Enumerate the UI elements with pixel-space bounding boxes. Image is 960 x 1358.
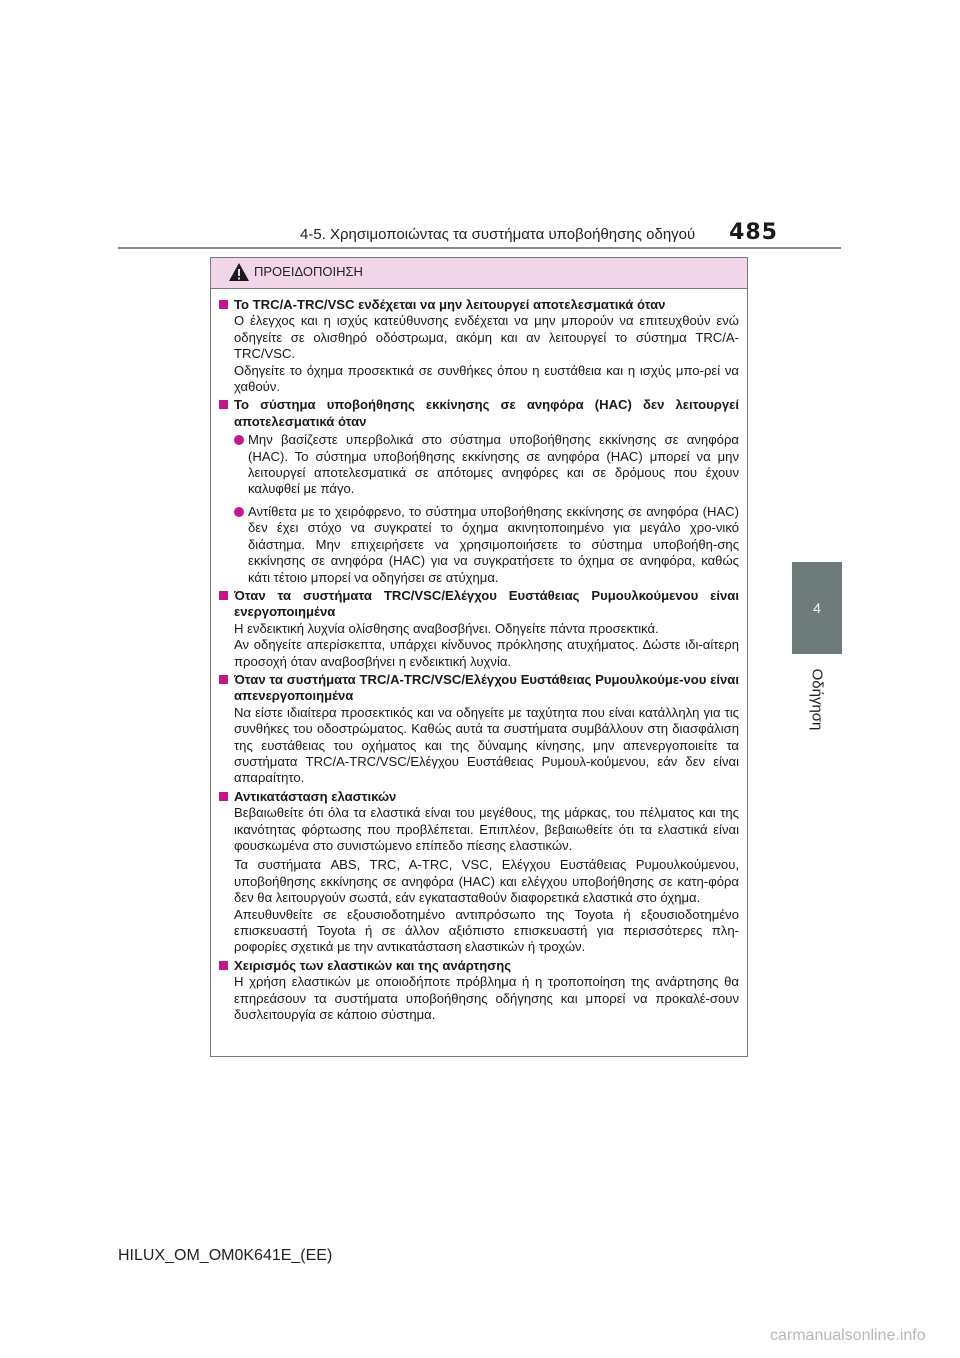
list-item: Αντίθετα με το χειρόφρενο, το σύστημα υποβοήθησης εκκίνησης σε ανηφόρα (HAC) δεν έχει στόχο να συγκρατεί το όχημα ακινητοποιημένο για μεγάλο χρο-νικό διάστημα. Μην επιχειρήσετε να χρησιμοποιήσετε το σύστημα υποβοήθη-σης εκκίνησης σε ανηφόρα (HAC) για να συγκρατήσετε το όχημα σε ανηφόρα, καθώς κάτι τέτοιο μπορεί να οδηγήσει σε ατύχημα. (219, 504, 739, 586)
section-paragraph: Οδηγείτε το όχημα προσεκτικά σε συνθήκες όπου η ευστάθεια και η ισχύς μπο-ρεί να χαθούν. (234, 362, 739, 395)
section-paragraph: Αν οδηγείτε απερίσκεπτα, υπάρχει κίνδυνος πρόκλησης ατυχήματος. Δώστε ιδι-αίτερη προσοχή όταν αναβοσβήνει η ενδεικτική λυχνία. (234, 637, 739, 669)
warning-section-trc (219, 297, 739, 395)
section-title: Το σύστημα υποβοήθησης εκκίνησης σε ανηφόρα (HAC) δεν λειτουργεί αποτελεσματικά όταν (219, 397, 739, 430)
chapter-label-text: Οδήγηση (808, 668, 826, 730)
warning-section-hac (219, 397, 739, 585)
square-bullet-icon (219, 400, 228, 409)
chapter-label (792, 654, 842, 744)
section-title: Όταν τα συστήματα TRC/A-TRC/VSC/Ελέγχου Ευστάθειας Ρυμουλκούμε-νου είναι απενεργοποιημένα (219, 672, 739, 705)
round-bullet-icon (234, 507, 244, 517)
section-title: Αντικατάσταση ελαστικών (219, 789, 739, 805)
square-bullet-icon (219, 792, 228, 801)
section-paragraph: Η χρήση ελαστικών με οποιοδήποτε πρόβλημα ή η τροποποίηση της ανάρτησης θα επηρεάσουν τα συστήματα υποβοήθησης οδήγησης και μπορεί να προκαλέ-σουν δυσλειτουργία σε κάποιο σύστημα. (234, 974, 739, 1023)
section-paragraph: Η ενδεικτική λυχνία ολίσθησης αναβοσβήνει. Οδηγείτε πάντα προσεκτικά. (234, 620, 659, 636)
warning-box (210, 257, 748, 1057)
warning-section-tire-suspension (219, 958, 739, 1024)
section-paragraph: Να είστε ιδιαίτερα προσεκτικός και να οδηγείτε με ταχύτητα που είναι κατάλληλη για τις συνθήκες του οδοστρώματος. Καθώς αυτά τα συστήματα συμβάλλουν στη διασφάλιση της ευστάθειας του οχήματος και της δύναμης κίνησης, μην απενεργοποιείτε τα συστήματα TRC/A-TRC/VSC/Ελέγχου Ευστάθειας Ρυμουλ-κούμενου, εάν δεν είναι απαραίτητο. (234, 704, 739, 786)
section-paragraph: Βεβαιωθείτε ότι όλα τα ελαστικά είναι του μεγέθους, της μάρκας, του πέλματος και της ικανότητας φόρτωσης που προβλέπεται. Επιπλέον, βεβαιωθείτε ότι τα ελαστικά είναι φουσκωμένα στο συνιστώμενο επίπεδο πίεσης ελαστικών. (234, 805, 739, 853)
warning-title: ΠΡΟΕΙΔΟΠΟΙΗΣΗ (254, 264, 363, 279)
section-title: Χειρισμός των ελαστικών και της ανάρτησης (219, 958, 739, 974)
footer-doc-code: HILUX_OM_OM0K641E_(EE) (118, 1247, 333, 1264)
warning-body (211, 289, 747, 1023)
section-paragraph: Ο έλεγχος και η ισχύς κατεύθυνσης ενδέχεται να μην μπορούν να επιτευχθούν ενώ οδηγείτε σε ολισθηρό οδόστρωμα, ακόμη και αν λειτουργεί το σύστημα TRC/A-TRC/VSC. (234, 313, 739, 362)
header-rule (118, 247, 841, 249)
square-bullet-icon (219, 961, 228, 970)
section-title: Το TRC/A-TRC/VSC ενδέχεται να μην λειτουργεί αποτελεσματικά όταν (219, 297, 739, 313)
chapter-number: 4 (813, 600, 821, 616)
warning-section-tire-replacement (219, 789, 739, 956)
page-number: 485 (729, 220, 778, 245)
list-item: Μην βασίζεστε υπερβολικά στο σύστημα υποβοήθησης εκκίνησης σε ανηφόρα (HAC). Το σύστημα υποβοήθησης εκκίνησης σε ανηφόρα (HAC) μπορεί να μην λειτουργεί αποτελεσματικά σε απότομες ανηφόρες και σε δρόμους που έχουν καλυφθεί με πάγο. (219, 432, 739, 498)
section-title: Όταν τα συστήματα TRC/VSC/Ελέγχου Ευστάθειας Ρυμουλκούμενου είναι ενεργοποιημένα (219, 588, 739, 621)
warning-section-systems-off (219, 672, 739, 787)
square-bullet-icon (219, 591, 228, 600)
watermark: carmanualsonline.info (770, 1327, 926, 1344)
warning-triangle-icon (228, 262, 250, 282)
warning-header (211, 258, 747, 289)
section-paragraph: Απευθυνθείτε σε εξουσιοδοτημένο αντιπρόσωπο της Toyota ή εξουσιοδοτημένο επισκευαστή Toyota ή σε άλλον αξιόπιστο επισκευαστή για περισσότερες πλη-ροφορίες σχετικά με την αντικατάσταση ελαστικών ή τροχών. (234, 906, 739, 955)
round-bullet-icon (234, 435, 244, 445)
square-bullet-icon (219, 300, 228, 309)
page-header-title: 4-5. Χρησιμοποιώντας τα συστήματα υποβοήθησης οδηγού (300, 226, 696, 243)
section-paragraph: Τα συστήματα ABS, TRC, A-TRC, VSC, Ελέγχου Ευστάθειας Ρυμουλκούμενου, υποβοήθησης εκκίνησης σε ανηφόρα (HAC) και ελέγχου υποβοήθησης σε κατη-φόρα δεν θα λειτουργούν σωστά, εάν εγκατασταθούν διαφορετικά ελαστικά στο όχημα. (234, 857, 739, 906)
chapter-tab (792, 562, 842, 654)
square-bullet-icon (219, 675, 228, 684)
warning-section-systems-on (219, 588, 739, 670)
